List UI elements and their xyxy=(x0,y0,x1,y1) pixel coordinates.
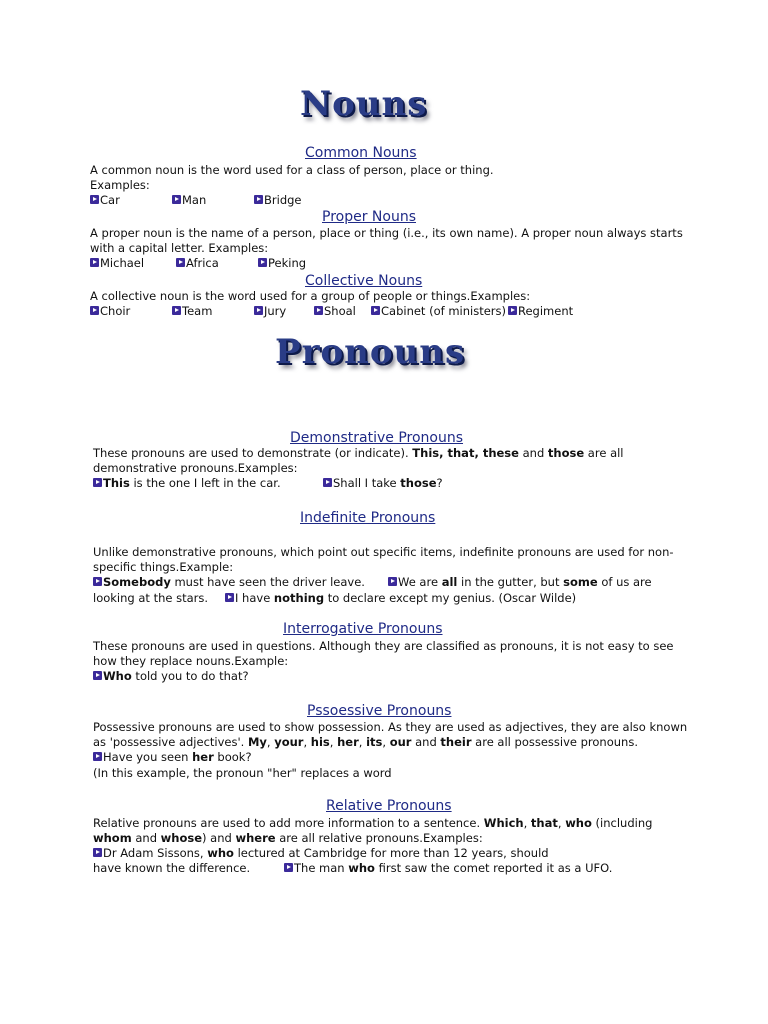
example-item: Michael xyxy=(90,256,144,270)
collective-nouns-title: Collective Nouns xyxy=(305,273,423,289)
indefinite-pronouns-title: Indefinite Pronouns xyxy=(300,510,436,526)
arrow-bullet-icon xyxy=(90,306,100,316)
relative-text-line4: have known the difference. xyxy=(93,861,251,875)
relative-text-line1: Relative pronouns are used to add more information to a sentence. Which, that, who (including xyxy=(93,816,653,830)
arrow-bullet-icon xyxy=(508,306,518,316)
indefinite-text-line1: Unlike demonstrative pronouns, which point out specific items, indefinite pronouns are used for non- xyxy=(93,545,674,559)
proper-nouns-title: Proper Nouns xyxy=(322,209,416,225)
indefinite-text-line4: looking at the stars. xyxy=(93,591,209,605)
arrow-bullet-icon xyxy=(90,258,100,268)
example-item: Shall I take those? xyxy=(323,476,443,490)
example-item: Africa xyxy=(176,256,219,270)
common-nouns-examples-label: Examples: xyxy=(90,178,150,192)
example-item: Who told you to do that? xyxy=(93,669,249,683)
arrow-bullet-icon xyxy=(93,577,103,587)
possessive-text-line4: (In this example, the pronoun "her" replaces a word xyxy=(93,766,392,780)
example-item: Have you seen her book? xyxy=(93,750,252,764)
arrow-bullet-icon xyxy=(172,195,182,205)
arrow-bullet-icon xyxy=(93,848,103,858)
example-item: We are all in the gutter, but some of us are xyxy=(388,575,652,589)
indefinite-text-line2: specific things.Example: xyxy=(93,560,234,574)
arrow-bullet-icon xyxy=(90,195,100,205)
arrow-bullet-icon xyxy=(254,306,264,316)
proper-nouns-text-line1: A proper noun is the name of a person, place or thing (i.e., its own name). A proper noun always starts xyxy=(90,226,683,240)
arrow-bullet-icon xyxy=(371,306,381,316)
example-item: Peking xyxy=(258,256,306,270)
arrow-bullet-icon xyxy=(314,306,324,316)
interrogative-text-line2: how they replace nouns.Example: xyxy=(93,654,289,668)
arrow-bullet-icon xyxy=(93,752,103,762)
example-item: Man xyxy=(172,193,206,207)
common-nouns-text: A common noun is the word used for a class of person, place or thing. xyxy=(90,163,494,177)
example-item: I have nothing to declare except my genius. (Oscar Wilde) xyxy=(225,591,576,605)
example-item: Shoal xyxy=(314,304,356,318)
example-item: Jury xyxy=(254,304,286,318)
arrow-bullet-icon xyxy=(284,863,294,873)
example-item: Choir xyxy=(90,304,130,318)
example-item: Car xyxy=(90,193,120,207)
example-item: Regiment xyxy=(508,304,573,318)
arrow-bullet-icon xyxy=(258,258,268,268)
possessive-pronouns-title: Pssoessive Pronouns xyxy=(307,703,452,719)
demonstrative-text-line2: demonstrative pronouns.Examples: xyxy=(93,461,298,475)
relative-text-line2: whom and whose) and where are all relative pronouns.Examples: xyxy=(93,831,483,845)
arrow-bullet-icon xyxy=(172,306,182,316)
proper-nouns-text-line2: with a capital letter. Examples: xyxy=(90,241,269,255)
example-item: Cabinet (of ministers) xyxy=(371,304,506,318)
arrow-bullet-icon xyxy=(323,478,333,488)
example-item: The man who first saw the comet reported it as a UFO. xyxy=(284,861,612,875)
example-item: Somebody must have seen the driver leave. xyxy=(93,575,365,589)
common-nouns-title: Common Nouns xyxy=(305,145,417,161)
demonstrative-text-line1: These pronouns are used to demonstrate (or indicate). This, that, these and those are all xyxy=(93,446,624,460)
collective-nouns-text: A collective noun is the word used for a group of people or things.Examples: xyxy=(90,289,531,303)
interrogative-text-line1: These pronouns are used in questions. Although they are classified as pronouns, it is not easy to see xyxy=(93,639,674,653)
arrow-bullet-icon xyxy=(93,478,103,488)
arrow-bullet-icon xyxy=(176,258,186,268)
pronouns-heading: Pronouns xyxy=(275,332,466,372)
relative-pronouns-title: Relative Pronouns xyxy=(326,798,452,814)
example-item: Dr Adam Sissons, who lectured at Cambridge for more than 12 years, should xyxy=(93,846,549,860)
demonstrative-pronouns-title: Demonstrative Pronouns xyxy=(290,430,464,446)
possessive-text-line2: as 'possessive adjectives'. My, your, his, her, its, our and their are all possessive pronouns. xyxy=(93,735,638,749)
example-item: Bridge xyxy=(254,193,302,207)
example-item: Team xyxy=(172,304,212,318)
arrow-bullet-icon xyxy=(93,671,103,681)
nouns-heading: Nouns xyxy=(300,84,428,124)
arrow-bullet-icon xyxy=(225,593,235,603)
example-item: This is the one I left in the car. xyxy=(93,476,281,490)
possessive-text-line1: Possessive pronouns are used to show possession. As they are used as adjectives, they are also known xyxy=(93,720,688,734)
interrogative-pronouns-title: Interrogative Pronouns xyxy=(283,621,443,637)
arrow-bullet-icon xyxy=(388,577,398,587)
arrow-bullet-icon xyxy=(254,195,264,205)
